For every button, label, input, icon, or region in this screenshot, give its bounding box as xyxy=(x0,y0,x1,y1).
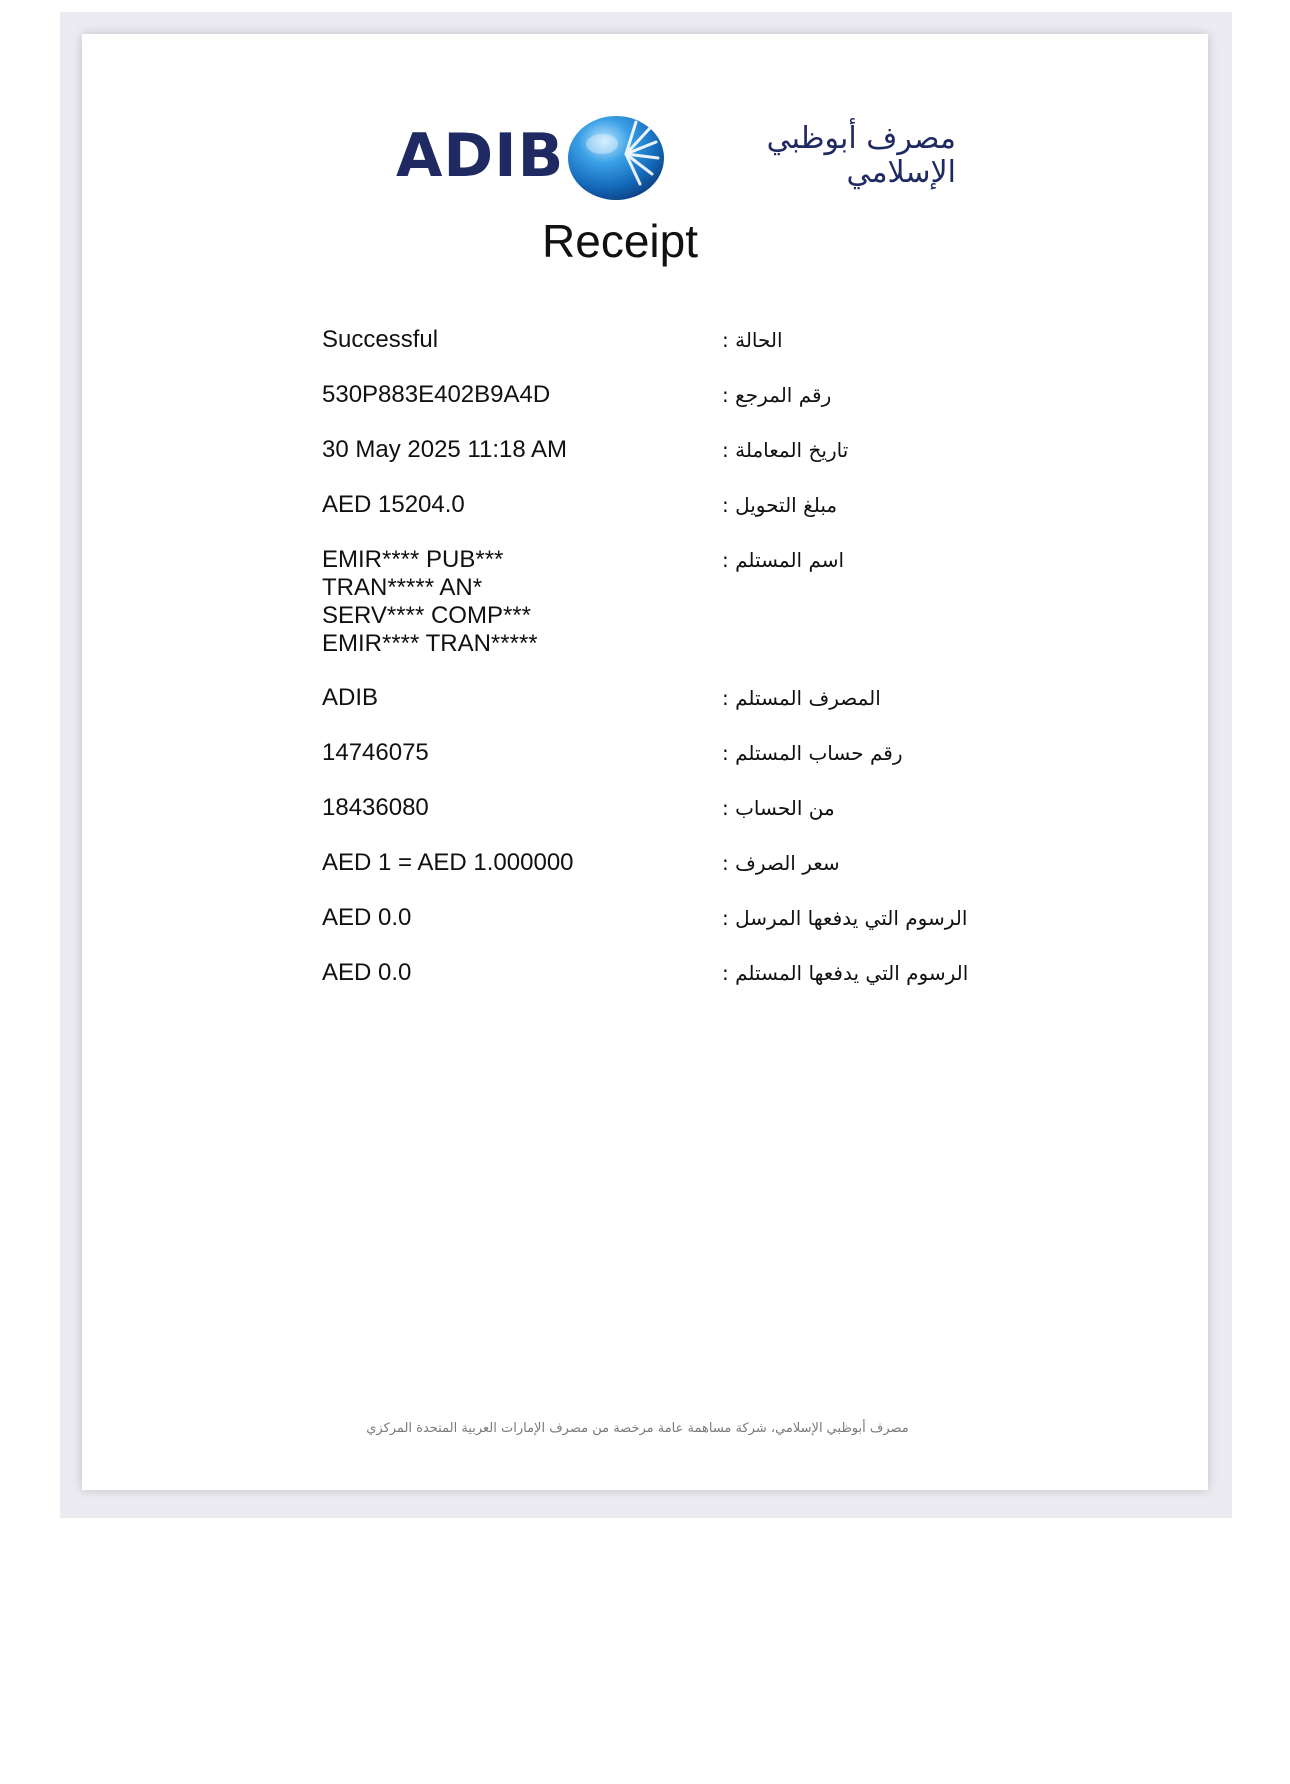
detail-value-line: 18436080 xyxy=(322,794,429,821)
receipt-title: Receipt xyxy=(542,215,698,267)
detail-value-line: AED 15204.0 xyxy=(322,491,465,518)
detail-value xyxy=(322,904,722,932)
detail-label-text: مبلغ التحويل : xyxy=(722,493,838,517)
detail-label xyxy=(722,546,1022,574)
detail-value xyxy=(322,436,722,464)
detail-value-line: 14746075 xyxy=(322,739,429,766)
detail-value xyxy=(322,326,722,354)
detail-value-line: EMIR**** PUB*** xyxy=(322,546,504,573)
detail-value-line: AED 0.0 xyxy=(322,959,412,986)
detail-label-text: تاريخ المعاملة : xyxy=(722,438,849,462)
logo-arabic-line2: الإسلامي xyxy=(846,155,956,190)
detail-label-text: سعر الصرف : xyxy=(722,851,840,875)
detail-label xyxy=(722,959,1022,987)
detail-label xyxy=(722,739,1022,767)
footer-legal-text: مصرف أبوظبي الإسلامي، شركة مساهمة عامة مرخصة من مصرف الإمارات العربية المتحدة المركزي xyxy=(366,1421,909,1436)
detail-label xyxy=(722,684,1022,712)
detail-value-line: TRAN***** AN* xyxy=(322,574,483,601)
detail-label-text: رقم المرجع : xyxy=(722,383,832,407)
detail-value xyxy=(322,959,722,987)
detail-value-line: AED 0.0 xyxy=(322,904,412,931)
detail-value-line: Successful xyxy=(322,326,439,353)
detail-value xyxy=(322,794,722,822)
detail-value-line: 530P883E402B9A4D xyxy=(322,381,551,408)
detail-value xyxy=(322,491,722,519)
detail-value-line: EMIR**** TRAN***** xyxy=(322,630,538,657)
detail-value-line: SERV**** COMP*** xyxy=(322,602,531,629)
detail-label-text: المصرف المستلم : xyxy=(722,686,881,710)
detail-label xyxy=(722,794,1022,822)
detail-label xyxy=(722,904,1022,932)
detail-value xyxy=(322,546,722,658)
detail-label-text: من الحساب : xyxy=(722,796,835,820)
detail-label-text: اسم المستلم : xyxy=(722,548,845,572)
logo-latin-text: ADIB xyxy=(396,121,565,191)
detail-value xyxy=(322,381,722,409)
detail-value-line: ADIB xyxy=(322,684,379,711)
logo-arabic-text xyxy=(688,122,956,190)
detail-label xyxy=(722,381,1022,409)
detail-value-line: 30 May 2025 11:18 AM xyxy=(322,436,568,463)
detail-label-text: الرسوم التي يدفعها المرسل : xyxy=(722,906,968,930)
detail-value xyxy=(322,739,722,767)
logo-arabic-line1: مصرف أبوظبي xyxy=(766,121,956,156)
detail-value xyxy=(322,849,722,877)
adib-logo xyxy=(396,112,956,204)
detail-value xyxy=(322,684,722,712)
detail-label xyxy=(722,849,1022,877)
detail-label-text: الرسوم التي يدفعها المستلم : xyxy=(722,961,969,985)
globe-logo-icon xyxy=(566,114,666,202)
detail-value-line: AED 1 = AED 1.000000 xyxy=(322,849,574,876)
detail-label xyxy=(722,491,1022,519)
detail-label-text: الحالة : xyxy=(722,328,783,352)
detail-label xyxy=(722,326,1022,354)
detail-label-text: رقم حساب المستلم : xyxy=(722,741,903,765)
detail-label xyxy=(722,436,1022,464)
